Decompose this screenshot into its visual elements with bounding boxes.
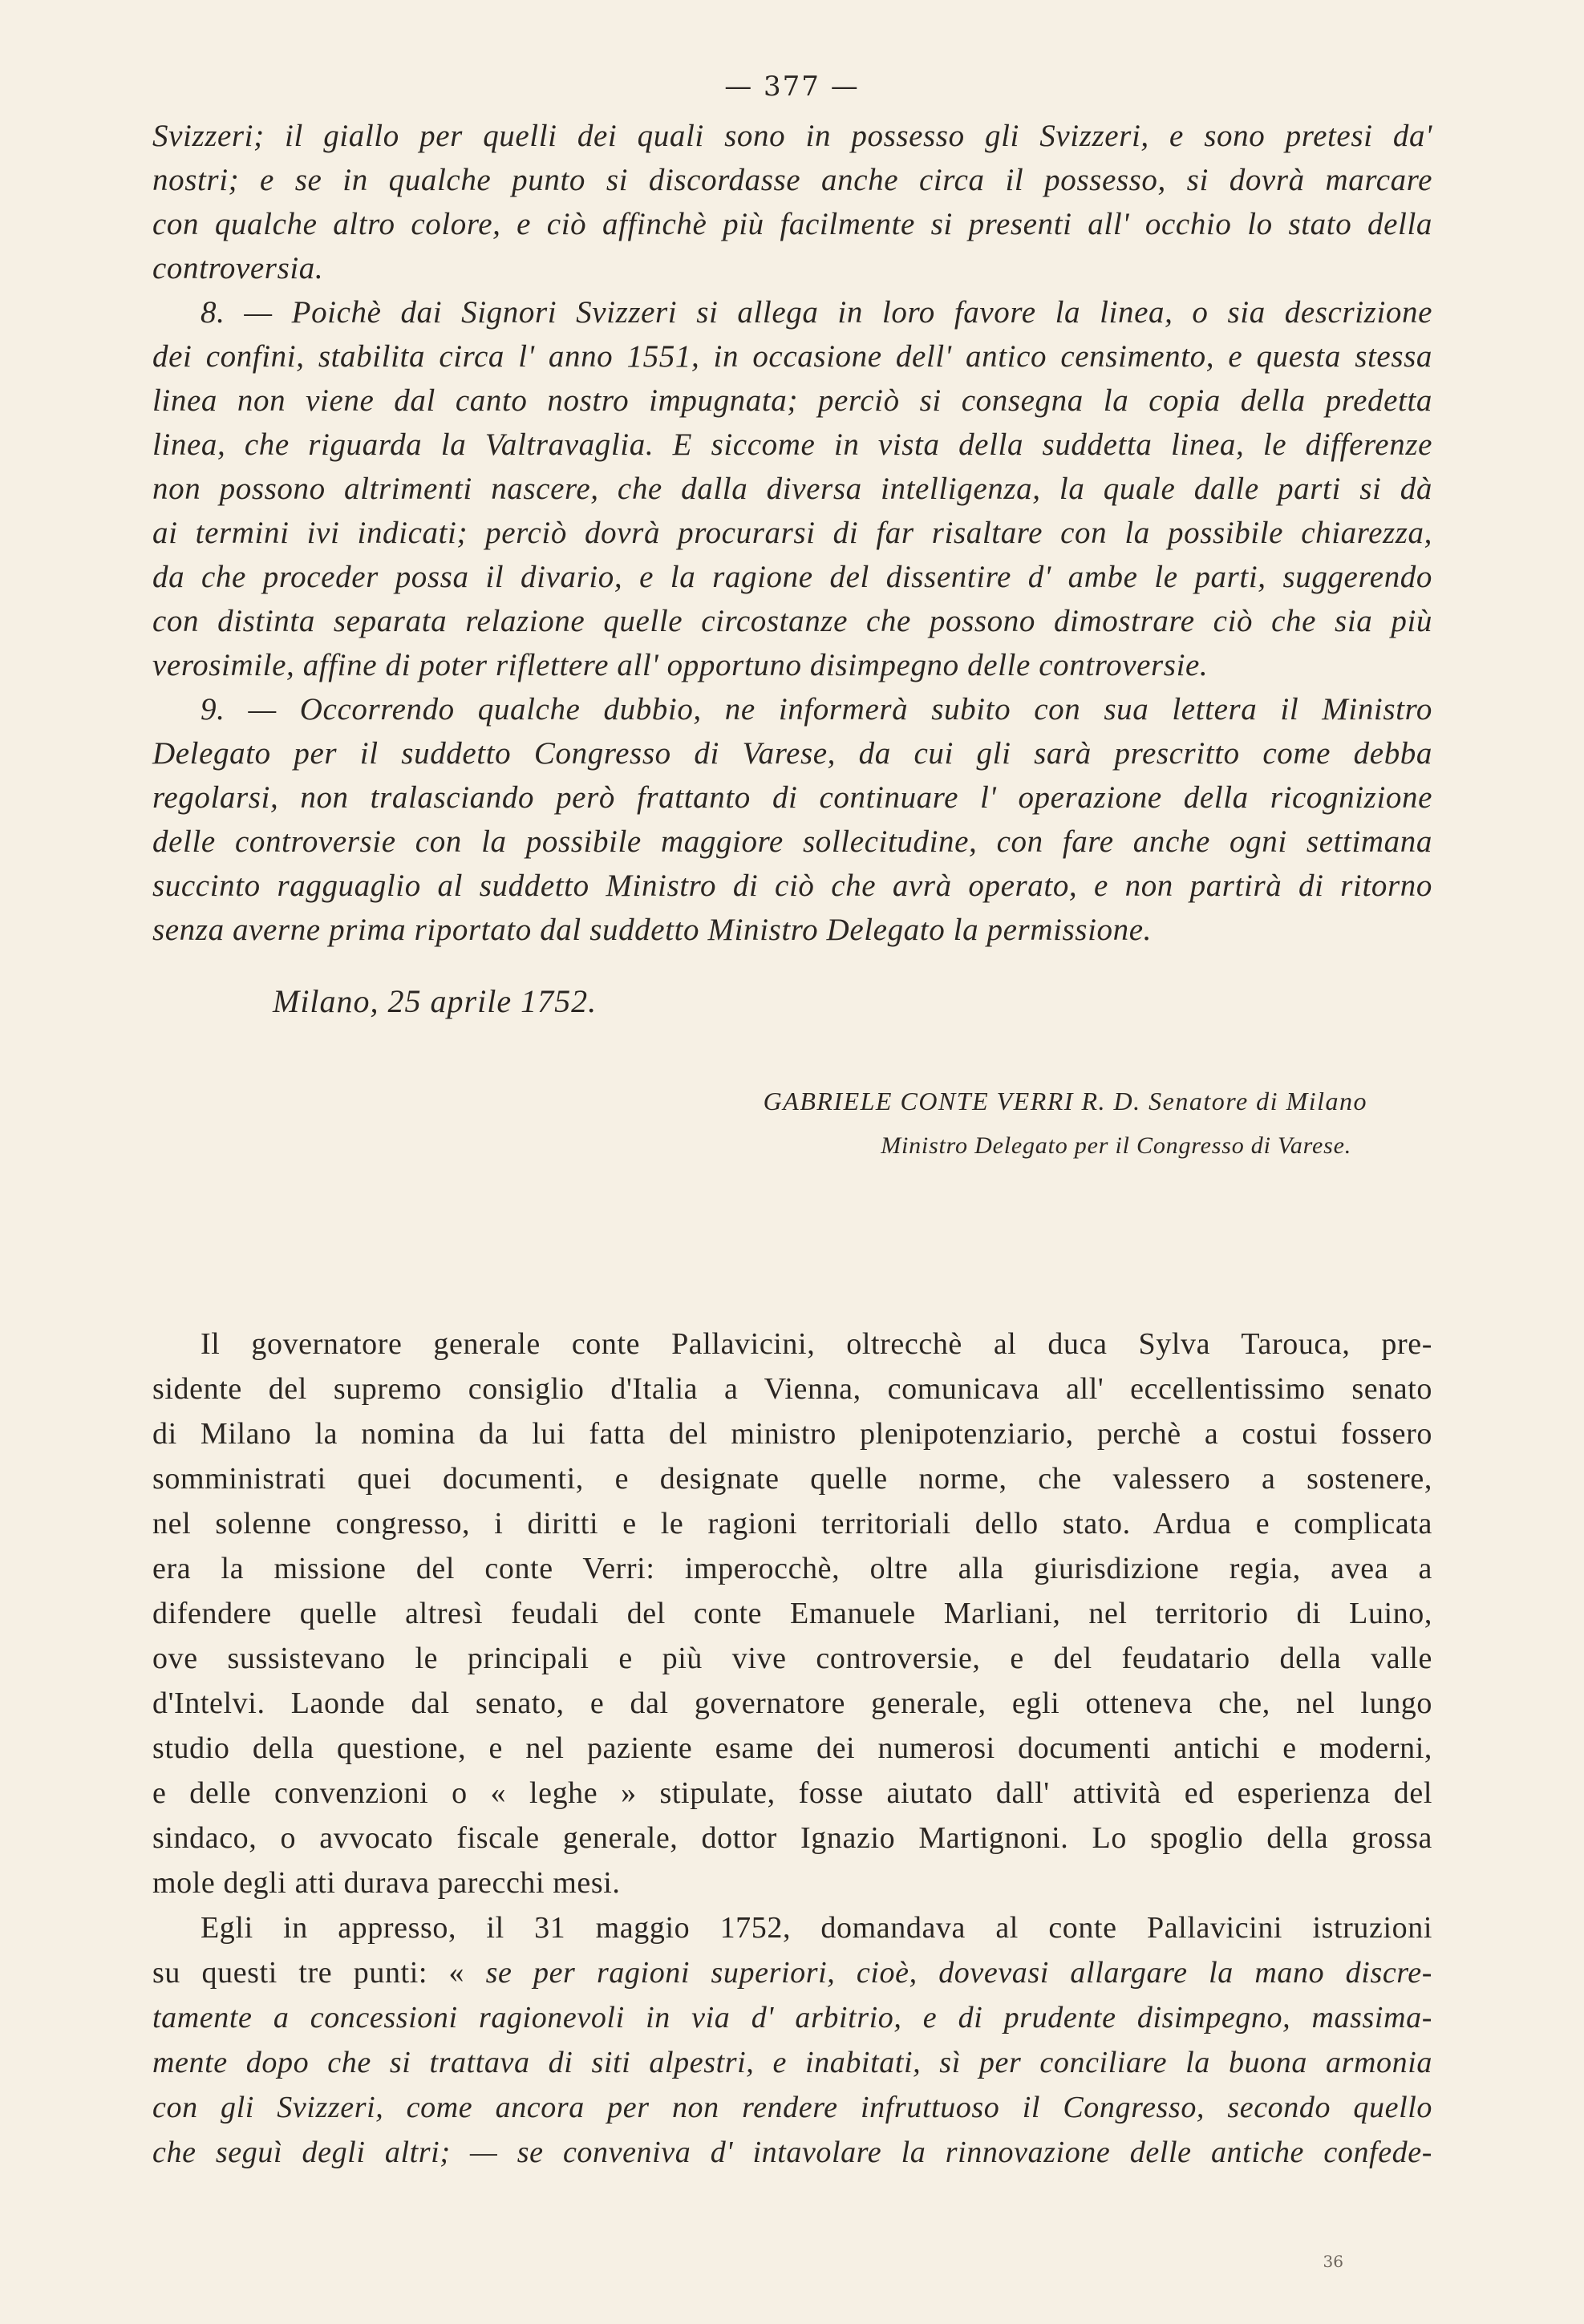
signature-title: Ministro Delegato per il Congresso di Varese. [881, 1132, 1351, 1159]
text-line: nostri; e se in qualche punto si discordasse anche circa il possesso, si dovrà marcare [152, 163, 1432, 197]
signature: GABRIELE CONTE VERRI R. D. Senatore di Milano [763, 1087, 1367, 1115]
paragraph-start: Egli in appresso, il 31 maggio 1752, domandava al conte Pallavicini istruzioni [201, 1911, 1432, 1945]
quotation-line: tamente a concessioni ragionevoli in via d' arbitrio, e di prudente disimpegno, massima- [152, 2001, 1432, 2035]
text-line: verosimile, affine di poter riflettere all' opportuno disimpegno delle controversie. [152, 648, 1209, 682]
text-line: linea non viene dal canto nostro impugnata; perciò si consegna la copia della predetta [152, 383, 1432, 418]
text-line: con distinta separata relazione quelle circostanze che possono dimostrare ciò che sia più [152, 604, 1432, 638]
text-line: di Milano la nomina da lui fatta del ministro plenipotenziario, perchè a costui fossero [152, 1417, 1432, 1451]
text-line: studio della questione, e nel paziente esame dei numerosi documenti antichi e moderni, [152, 1731, 1432, 1765]
text-line [152, 1950, 1432, 1995]
text-line: linea, che riguarda la Valtravaglia. E siccome in vista della suddetta linea, le differenze [152, 427, 1432, 462]
text-line: delle controversie con la possibile maggiore sollecitudine, con fare anche ogni settimana [152, 824, 1432, 859]
text-line: regolarsi, non tralasciando però frattanto di continuare l' operazione della ricognizione [152, 780, 1432, 815]
text-line: Delegato per il suddetto Congresso di Varese, da cui gli sarà prescritto come debba [152, 736, 1432, 771]
text-line: ai termini ivi indicati; perciò dovrà procurarsi di far risaltare con la possibile chiarezza, [152, 516, 1432, 550]
text-line: da che proceder possa il divario, e la ragione del dissentire d' ambe le parti, suggerendo [152, 560, 1432, 594]
paragraph-start: Il governatore generale conte Pallavicini, oltrecchè al duca Sylva Tarouca, pre- [201, 1327, 1432, 1361]
text-line: era la missione del conte Verri: imperocchè, oltre alla giurisdizione regia, avea a [152, 1552, 1432, 1585]
text-run: su questi tre punti: « [152, 1956, 465, 1990]
page-number: — 377 — [724, 71, 860, 103]
quotation-line: che seguì degli altri; — se conveniva d' intavolare la rinnovazione delle antiche confede- [152, 2136, 1432, 2169]
text-line: succinto ragguaglio al suddetto Ministro di ciò che avrà operato, e non partirà di ritorno [152, 868, 1432, 903]
text-line: ove sussistevano le principali e più vive controversie, e del feudatario della valle [152, 1642, 1432, 1675]
quotation-line: mente dopo che si trattava di siti alpestri, e inabitati, sì per conciliare la buona armonia [152, 2046, 1432, 2079]
text-line: controversia. [152, 251, 324, 285]
section-9-start: 9. — Occorrendo qualche dubbio, ne informerà subito con sua lettera il Ministro [201, 692, 1432, 727]
signature-mark: 36 [1323, 2252, 1343, 2271]
text-line: d'Intelvi. Laonde dal senato, e dal governatore generale, egli otteneva che, nel lungo [152, 1686, 1432, 1720]
quotation-run: se per ragioni superiori, cioè, dovevasi allargare la mano discre- [464, 1956, 1432, 1990]
closing-date: Milano, 25 aprile 1752. [273, 983, 598, 1019]
narrative-text [152, 1322, 1432, 2175]
decree-text [152, 114, 1432, 952]
text-line: non possono altrimenti nascere, che dalla diversa intelligenza, la quale dalle parti si dà [152, 472, 1432, 506]
text-line: sindaco, o avvocato fiscale generale, dottor Ignazio Martignoni. Lo spoglio della grossa [152, 1821, 1432, 1855]
section-8-start: 8. — Poichè dai Signori Svizzeri si allega in loro favore la linea, o sia descrizione [201, 295, 1432, 330]
text-line: senza averne prima riportato dal suddetto Ministro Delegato la permissione. [152, 913, 1152, 947]
quotation-line: con gli Svizzeri, come ancora per non rendere infruttuoso il Congresso, secondo quello [152, 2091, 1432, 2124]
text-line: sidente del supremo consiglio d'Italia a Vienna, comunicava all' eccellentissimo senato [152, 1372, 1432, 1406]
text-line: con qualche altro colore, e ciò affinchè più facilmente si presenti all' occhio lo stato della [152, 207, 1432, 241]
text-line: somministrati quei documenti, e designate quelle norme, che valessero a sostenere, [152, 1462, 1432, 1496]
text-line: Svizzeri; il giallo per quelli dei quali sono in possesso gli Svizzeri, e sono pretesi da' [152, 119, 1432, 153]
text-line: nel solenne congresso, i diritti e le ragioni territoriali dello stato. Ardua e complicata [152, 1507, 1432, 1541]
text-line: dei confini, stabilita circa l' anno 1551, in occasione dell' antico censimento, e questa stessa [152, 339, 1432, 374]
text-line: difendere quelle altresì feudali del conte Emanuele Marliani, nel territorio di Luino, [152, 1597, 1432, 1630]
text-line: e delle convenzioni o « leghe » stipulate, fosse aiutato dall' attività ed esperienza del [152, 1776, 1432, 1810]
text-line: mole degli atti durava parecchi mesi. [152, 1866, 621, 1900]
